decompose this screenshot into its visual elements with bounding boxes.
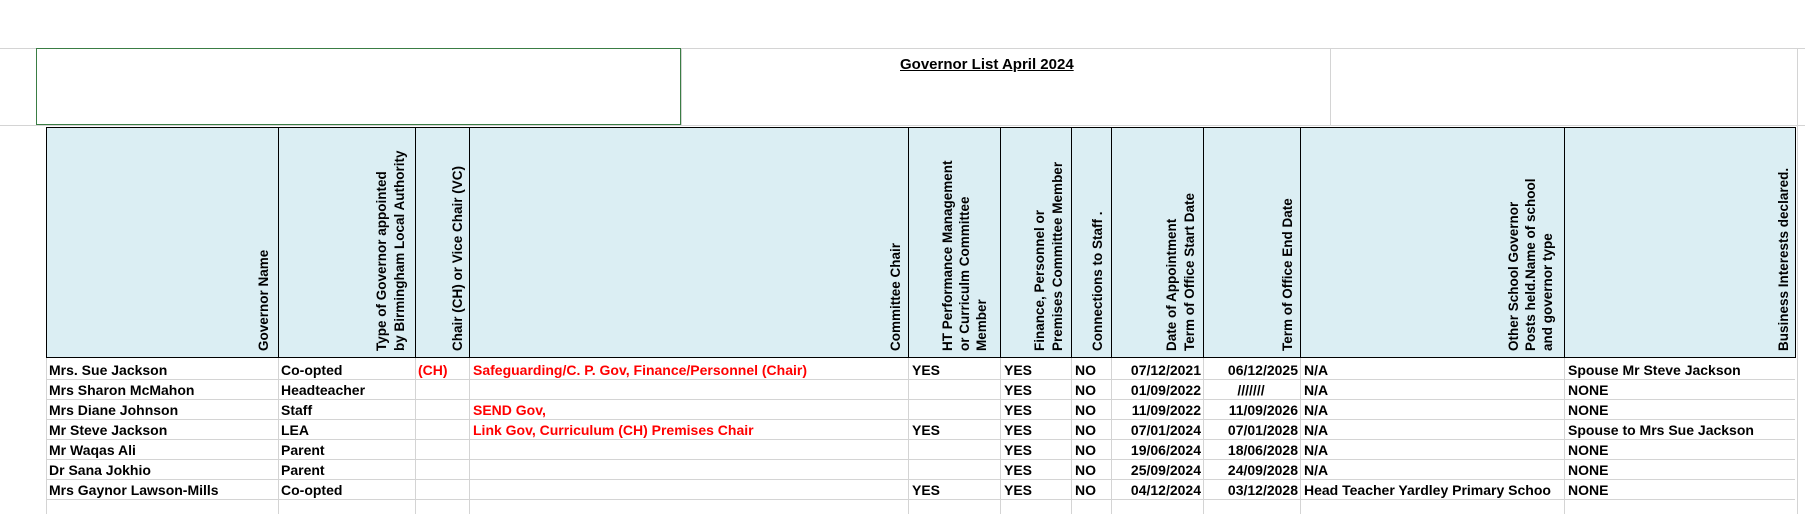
cell-start[interactable]: 11/09/2022 <box>1131 402 1201 418</box>
cell-end[interactable]: 06/12/2025 <box>1227 362 1298 378</box>
cell-conn[interactable]: NO <box>1075 362 1096 378</box>
cell-start[interactable]: 04/12/2024 <box>1130 482 1201 498</box>
cell-name[interactable]: Mrs Gaynor Lawson-Mills <box>49 482 219 498</box>
border <box>46 127 47 358</box>
sheet-title: Governor List April 2024 <box>900 56 1074 73</box>
cell-type[interactable]: LEA <box>281 422 309 438</box>
cell-committee[interactable]: SEND Gov, <box>473 402 546 418</box>
cell-business[interactable]: NONE <box>1568 382 1609 398</box>
cell-ht[interactable]: YES <box>912 482 941 498</box>
cell-type[interactable]: Staff <box>281 402 313 418</box>
cell-other[interactable]: N/A <box>1304 462 1329 478</box>
header-connections[interactable]: Connections to Staff . <box>1090 211 1105 351</box>
cell-fin[interactable]: YES <box>1004 462 1033 478</box>
cell-other[interactable]: N/A <box>1304 382 1329 398</box>
gridline <box>1797 48 1798 514</box>
border <box>1300 127 1301 358</box>
cell-start[interactable]: 07/01/2024 <box>1130 422 1201 438</box>
cell-type[interactable]: Co-opted <box>281 362 343 378</box>
col-line <box>415 358 416 514</box>
col-line <box>469 358 470 514</box>
cell-type[interactable]: Parent <box>281 462 325 478</box>
col-line <box>1564 358 1565 514</box>
border <box>278 127 279 358</box>
header-ht-performance[interactable]: HT Performance Management or Curriculm Committee Member <box>940 160 989 351</box>
cell-name[interactable]: Mrs Diane Johnson <box>49 402 179 418</box>
gridline <box>681 48 682 126</box>
border <box>1564 127 1565 358</box>
border <box>469 127 470 358</box>
cell-business[interactable]: NONE <box>1568 442 1609 458</box>
cell-conn[interactable]: NO <box>1075 442 1096 458</box>
col-line <box>1300 358 1301 514</box>
cell-end[interactable]: 24/09/2028 <box>1227 462 1298 478</box>
header-other-posts[interactable]: Other School Governor Posts held.Name of school and governor type <box>1506 178 1555 351</box>
cell-business[interactable]: NONE <box>1568 462 1609 478</box>
cell-type[interactable]: Parent <box>281 442 325 458</box>
cell-fin[interactable]: YES <box>1004 442 1033 458</box>
cell-conn[interactable]: NO <box>1075 462 1096 478</box>
col-line <box>46 358 47 514</box>
cell-ht[interactable]: YES <box>912 422 941 438</box>
border <box>415 127 416 358</box>
cell-other[interactable]: Head Teacher Yardley Primary Schoo <box>1304 482 1551 498</box>
cell-chair[interactable]: (CH) <box>418 362 448 378</box>
cell-start[interactable]: 25/09/2024 <box>1130 462 1201 478</box>
gridline <box>1330 48 1331 126</box>
cell-fin[interactable]: YES <box>1004 382 1033 398</box>
header-governor-type[interactable]: Type of Governor appointed by Birmingham Local Authority <box>374 150 407 351</box>
cell-business[interactable]: Spouse Mr Steve Jackson <box>1568 362 1741 378</box>
cell-start[interactable]: 19/06/2024 <box>1130 442 1201 458</box>
border <box>1795 127 1796 358</box>
cell-conn[interactable]: NO <box>1075 402 1096 418</box>
cell-fin[interactable]: YES <box>1004 422 1033 438</box>
border <box>46 357 1795 358</box>
cell-name[interactable]: Mr Steve Jackson <box>49 422 168 438</box>
cell-business[interactable]: Spouse to Mrs Sue Jackson <box>1568 422 1754 438</box>
cell-fin[interactable]: YES <box>1004 482 1033 498</box>
header-start-date[interactable]: Date of Appointment Term of Office Start Date <box>1164 192 1197 351</box>
cell-conn[interactable]: NO <box>1075 482 1096 498</box>
col-line <box>908 358 909 514</box>
cell-conn[interactable]: NO <box>1075 382 1096 398</box>
header-business-interests[interactable]: Business Interests declared. <box>1776 167 1791 351</box>
cell-end[interactable]: /////// <box>1237 382 1265 398</box>
border <box>1000 127 1001 358</box>
cell-other[interactable]: N/A <box>1304 402 1329 418</box>
cell-name[interactable]: Mr Waqas Ali <box>49 442 136 458</box>
cell-other[interactable]: N/A <box>1304 362 1329 378</box>
cell-conn[interactable]: NO <box>1075 422 1096 438</box>
cell-committee[interactable]: Safeguarding/C. P. Gov, Finance/Personnel (Chair) <box>473 362 807 378</box>
cell-type[interactable]: Headteacher <box>281 382 366 398</box>
border <box>1203 127 1204 358</box>
cell-name[interactable]: Mrs. Sue Jackson <box>49 362 168 378</box>
header-governor-name[interactable]: Governor Name <box>256 249 271 351</box>
cell-other[interactable]: N/A <box>1304 422 1329 438</box>
header-finance[interactable]: Finance, Personnel or Premises Committee Member <box>1032 161 1065 351</box>
cell-end[interactable]: 03/12/2028 <box>1227 482 1298 498</box>
selected-merged-cell[interactable] <box>36 48 681 125</box>
cell-start[interactable]: 01/09/2022 <box>1130 382 1201 398</box>
header-chair[interactable]: Chair (CH) or Vice Chair (VC) <box>450 165 465 351</box>
border <box>1111 127 1112 358</box>
cell-ht[interactable]: YES <box>912 362 941 378</box>
cell-committee[interactable]: Link Gov, Curriculum (CH) Premises Chair <box>473 422 754 438</box>
header-committee-chair[interactable]: Committee Chair <box>888 242 903 351</box>
cell-name[interactable]: Dr Sana Jokhio <box>49 462 151 478</box>
cell-other[interactable]: N/A <box>1304 442 1329 458</box>
border <box>1071 127 1072 358</box>
cell-end[interactable]: 07/01/2028 <box>1227 422 1298 438</box>
cell-start[interactable]: 07/12/2021 <box>1130 362 1201 378</box>
header-end-date[interactable]: Term of Office End Date <box>1280 198 1295 351</box>
cell-fin[interactable]: YES <box>1004 402 1033 418</box>
cell-business[interactable]: NONE <box>1568 482 1609 498</box>
col-line <box>278 358 279 514</box>
cell-name[interactable]: Mrs Sharon McMahon <box>49 382 195 398</box>
cell-end[interactable]: 11/09/2026 <box>1228 402 1298 418</box>
cell-fin[interactable]: YES <box>1004 362 1033 378</box>
cell-business[interactable]: NONE <box>1568 402 1609 418</box>
border <box>908 127 909 358</box>
col-line <box>1000 358 1001 514</box>
col-line <box>1071 358 1072 514</box>
col-line <box>1111 358 1112 514</box>
cell-end[interactable]: 18/06/2028 <box>1227 442 1298 458</box>
gridline <box>0 125 1805 126</box>
cell-type[interactable]: Co-opted <box>281 482 343 498</box>
